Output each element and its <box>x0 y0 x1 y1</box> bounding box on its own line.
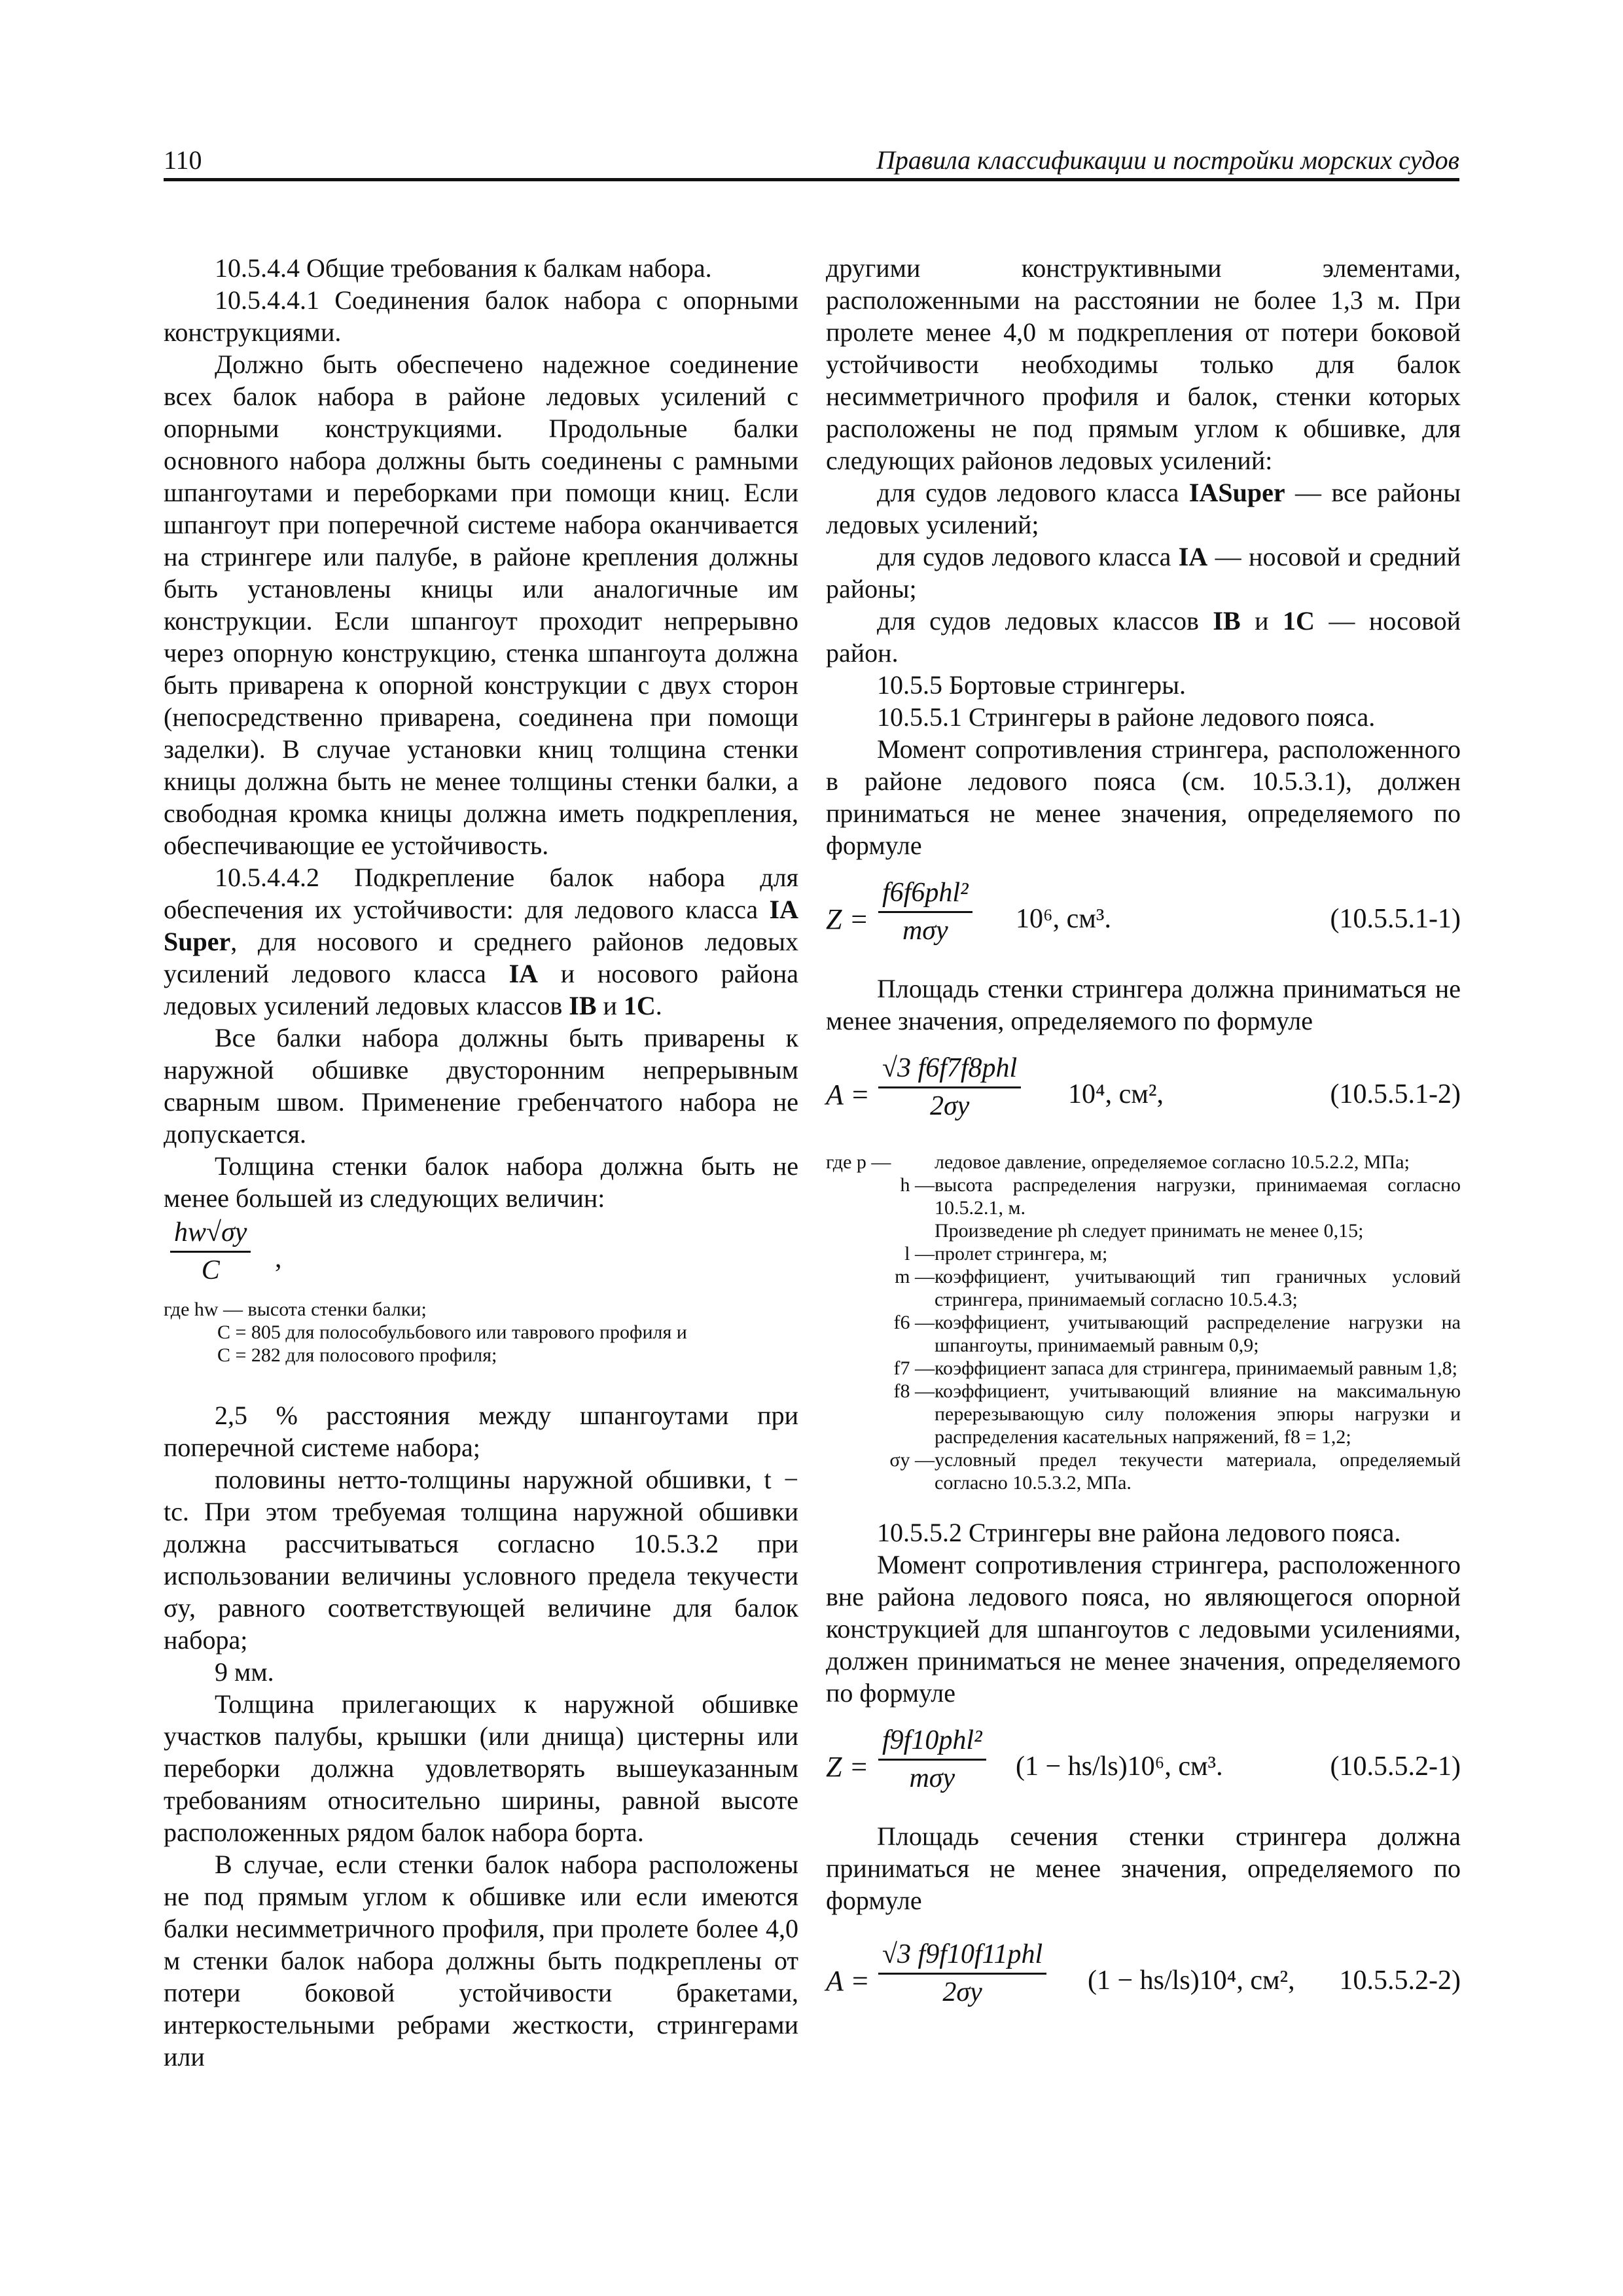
right-column <box>826 252 1461 2034</box>
paragraph: 9 мм. <box>215 1657 274 1687</box>
formula-tail: (1 − hs/ls)10⁴, см², <box>1088 1965 1295 1996</box>
paragraph: половины нетто-толщины наружной обшивки, t − tc. При этом требуемая толщина наружной обшивки должна рассчитываться согласно 10.5.3.2 при использовании величины условного предела текучести σy, равного соответствующей величине для балок набора; <box>164 1465 798 1655</box>
formula-denominator: mσy <box>902 916 948 946</box>
paragraph: для судов ледового класса IASuper — все районы ледовых усилений; <box>826 478 1461 539</box>
formula-denominator: 2σy <box>942 1977 982 2007</box>
paragraph: Момент сопротивления стрингера, расположенного в районе ледового пояса (см. 10.5.3.1), должен приниматься не менее значения, определяемого по формуле <box>826 734 1461 860</box>
paragraph: Толщина прилегающих к наружной обшивке участков палубы, крышки (или днища) цистерны или переборки должна удовлетворять вышеуказанным требованиям относительно ширины, равной высоте расположенных рядом балок набора борта. <box>164 1689 798 1847</box>
header-rule <box>164 178 1459 181</box>
where-line: C = 805 для полособульбового или таврового профиля и <box>217 1321 687 1343</box>
subsection-heading: 10.5.5.1 Стрингеры в районе ледового пояса. <box>877 702 1376 732</box>
equation-number: (10.5.5.1-1) <box>1330 904 1461 934</box>
running-title: Правила классификации и постройки морских судов <box>876 145 1459 175</box>
where-line: C = 282 для полосового профиля; <box>217 1344 497 1366</box>
where-block: где p — ледовое давление, определяемое согласно 10.5.2.2, МПа; h — высота распределения нагрузки, принимаемая согласно 10.5.2.1, м. Произведение ph следует принимать не менее 0,15; l — пролет стрингера, м; m — коэффициент, учитывающий тип граничных условий стрингера, принимаемый согласно 10.5.4.3; f6 — коэффициент, учитывающий распределение нагрузки на шпангоуты, принимаемый равным 0,9; f7 — коэффициент запаса для стрингера, принимаемый равным 1,8; f8 — коэффициент, учитывающий влияние на максимальную перерезывающую силу положения эпюры нагрузки и распределения касательных напряжений, f8 = 1,2; σy — условный предел текучести материала, определяемый согласно 10.5.3.2, МПа. <box>826 1151 1461 1494</box>
paragraph: В случае, если стенки балок набора расположены не под прямым углом к обшивке или если имеются балки несимметричного профиля, при пролете более 4,0 м стенки балок набора должны быть подкреплены от потери боковой устойчивости бракетами, интеркостельными ребрами жесткости, стрингерами или <box>164 1850 798 2072</box>
paragraph: Момент сопротивления стрингера, расположенного вне района ледового пояса, но являющегося опорной конструкцией для шпангоутов с ледовыми усилениями, должен приниматься не менее значения, определяемого по формуле <box>826 1550 1461 1708</box>
formula-10-5-5-2-1: Z = f9f10phl² mσy (1 − hs/ls)10⁶, см³. (10.5.5.2-1) <box>826 1722 1461 1820</box>
formula-comma: , <box>275 1244 282 1274</box>
paragraph: Толщина стенки балок набора должна быть не менее большей из следующих величин: <box>164 1151 798 1213</box>
formula-denominator: C <box>201 1255 220 1285</box>
paragraph: Все балки набора должны быть приварены к наружной обшивке двусторонним непрерывным сварным швом. Применение гребенчатого набора не допускается. <box>164 1023 798 1149</box>
paragraph: Должно быть обеспечено надежное соединение всех балок набора в районе ледовых усилений с опорными конструкциями. Продольные балки основного набора должны быть соединены с рамными шпангоутами и переборками при помощи книц. Если шпангоут при поперечной системе набора оканчивается на стрингере или палубе, в районе крепления должны быть установлены кницы или аналогичные им конструкции. Если шпангоут проходит непрерывно через опорную конструкцию, стенка шпангоута должна быть приварена к опорной конструкции с двух сторон (непосредственно приварена, соединена при помощи заделки). В случае установки книц толщина стенки кницы должна быть не менее толщины стенки балки, а свободная кромка кницы должна иметь подкрепления, обеспечивающие ее устойчивость. <box>164 350 798 860</box>
paragraph: другими конструктивными элементами, расположенными на расстоянии не более 1,3 м. При пролете менее 4,0 м подкрепления от потери боковой устойчивости необходимы только для балок несимметричного профиля и балок, стенки которых расположены не под прямым углом к обшивке, для следующих районов ледовых усилений: <box>826 253 1461 475</box>
equation-number: 10.5.5.2-2) <box>1339 1965 1461 1996</box>
section-heading: 10.5.5 Бортовые стрингеры. <box>877 670 1186 700</box>
formula-tail: 10⁶, см³. <box>1016 904 1111 934</box>
page-header <box>164 145 1459 178</box>
paragraph: для судов ледового класса IA — носовой и средний районы; <box>826 542 1461 603</box>
paragraph: 10.5.4.4.2 Подкрепление балок набора для обеспечения их устойчивости: для ледового класса IA Super, для носового и среднего районов ледовых усилений ледового класса IA и носового района ледовых усилений ледовых классов IB и 1C. <box>164 863 798 1020</box>
formula-numerator: √3 f9f10f11phl <box>878 1936 1046 1975</box>
formula-numerator: hw√σy <box>170 1214 251 1253</box>
formula-denominator: mσy <box>909 1763 955 1793</box>
formula-denominator: 2σy <box>929 1091 970 1121</box>
paragraph: Площадь сечения стенки стрингера должна приниматься не менее значения, определяемого по формуле <box>826 1821 1461 1915</box>
subsection-heading: 10.5.5.2 Стрингеры вне района ледового пояса. <box>877 1518 1401 1547</box>
formula-tail: (1 − hs/ls)10⁶, см³. <box>1016 1751 1223 1782</box>
section-heading: 10.5.4.4 Общие требования к балкам набора. <box>215 253 712 283</box>
equation-number: (10.5.5.1-2) <box>1330 1079 1461 1109</box>
thickness-formula <box>164 1214 798 1298</box>
paragraph: для судов ледовых классов IB и 1C — носовой район. <box>826 606 1461 668</box>
paragraph: Площадь стенки стрингера должна приниматься не менее значения, определяемого по формуле <box>826 974 1461 1035</box>
formula-tail: 10⁴, см², <box>1068 1079 1164 1109</box>
where-block <box>164 1298 798 1367</box>
formula-numerator: √3 f6f7f8phl <box>878 1050 1021 1088</box>
formula-10-5-5-1-1: Z = f6f6phl² mσy 10⁶, см³. (10.5.5.1-1) <box>826 874 1461 973</box>
formula-numerator: f9f10phl² <box>878 1722 986 1761</box>
left-column <box>164 252 798 2073</box>
equation-number: (10.5.5.2-1) <box>1330 1751 1461 1782</box>
formula-numerator: f6f6phl² <box>878 874 972 913</box>
page-number: 110 <box>164 145 202 175</box>
where-line: где hw — высота стенки балки; <box>164 1299 427 1320</box>
paragraph: 2,5 % расстояния между шпангоутами при поперечной системе набора; <box>164 1401 798 1462</box>
formula-10-5-5-2-2: A = √3 f9f10f11phl 2σy (1 − hs/ls)10⁴, см², 10.5.5.2-2) <box>826 1936 1461 2034</box>
subsection-heading: 10.5.4.4.1 Соединения балок набора с опорными конструкциями. <box>164 285 798 347</box>
formula-10-5-5-1-2: A = √3 f6f7f8phl 2σy 10⁴, см², (10.5.5.1-2) <box>826 1050 1461 1148</box>
